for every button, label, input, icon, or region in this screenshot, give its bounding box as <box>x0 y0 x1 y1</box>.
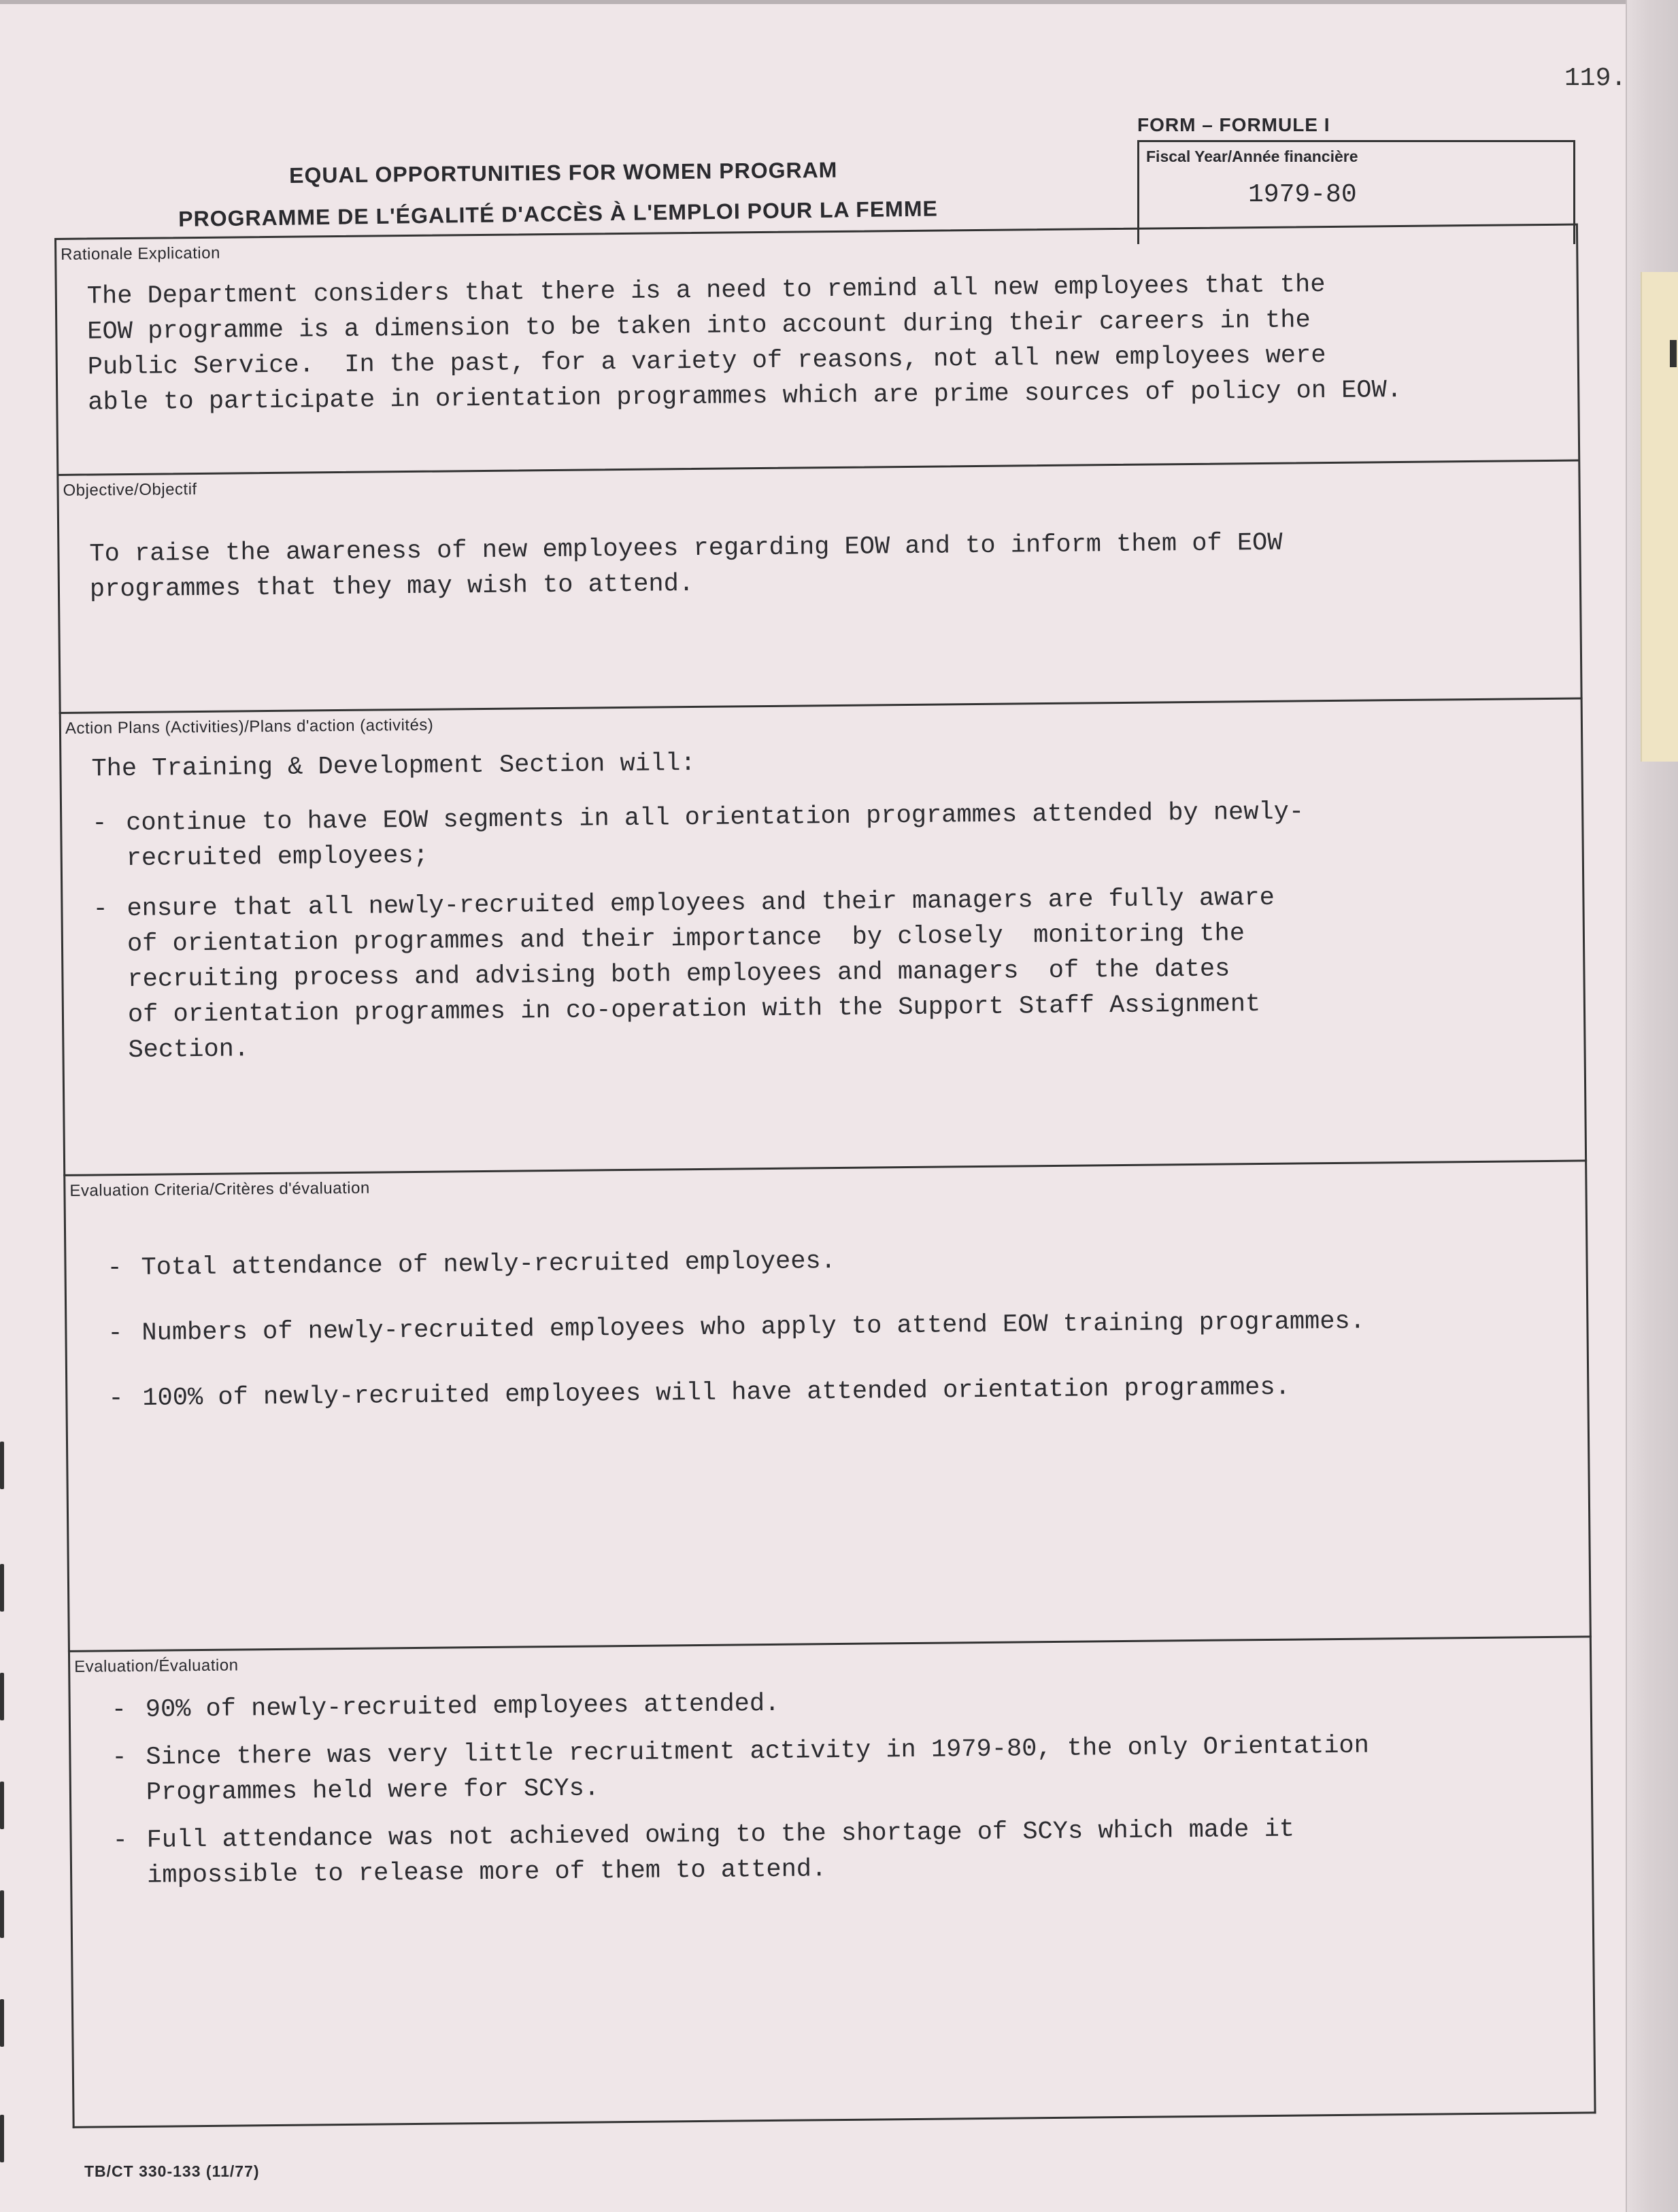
list-item: - Total attendance of newly-recruited employees. <box>107 1239 1364 1287</box>
evaluation-criteria-section <box>63 1161 1592 1652</box>
list-item: - continue to have EOW segments in all orientation programmes attended by newly- recruited employees; <box>92 794 1305 877</box>
evaluation-list <box>112 1681 1371 1894</box>
list-item: - ensure that all newly-recruited employees and their managers are fully aware of orientation programmes and their importance by closely monitoring the recruiting process and advising both employees and managers of the dates of orientation programmes in co-operation with the Support Staff Assignment Section. <box>93 880 1306 1068</box>
page-top-edge <box>0 0 1678 4</box>
index-tab-mark <box>1670 340 1677 367</box>
list-item: - 100% of newly-recruited employees will have attended orientation programmes. <box>108 1369 1366 1417</box>
form-code: TB/CT 330-133 (11/77) <box>84 2162 260 2180</box>
binding-hole <box>0 2115 4 2162</box>
action-plans-label: Action Plans (Activities)/Plans d'action (activités) <box>65 715 434 738</box>
form-body <box>54 223 1596 2148</box>
binding-hole <box>0 1999 4 2047</box>
action-plans-list <box>92 794 1307 1068</box>
program-title-en: EQUAL OPPORTUNITIES FOR WOMEN PROGRAM <box>289 157 838 188</box>
binding-hole <box>0 1890 4 1938</box>
binding-hole <box>0 1673 4 1720</box>
list-item: - Numbers of newly-recruited employees who apply to attend EOW training programmes. <box>107 1304 1365 1352</box>
evaluation-section <box>68 1637 1596 2128</box>
binding-holes <box>0 1442 7 2190</box>
page-number: 119. <box>1564 64 1627 93</box>
evaluation-label: Evaluation/Évaluation <box>74 1656 239 1676</box>
fiscal-year-value: 1979-80 <box>1248 180 1357 209</box>
action-plans-intro: The Training & Development Section will: <box>91 749 696 784</box>
program-title-fr: PROGRAMME DE L'ÉGALITÉ D'ACCÈS À L'EMPLOI POUR LA FEMME <box>178 196 939 231</box>
evaluation-criteria-label: Evaluation Criteria/Critères d'évaluation <box>69 1178 370 1200</box>
list-item: - Since there was very little recruitment activity in 1979-80, the only Orientation Programmes held were for SCYs. <box>112 1729 1369 1811</box>
evaluation-criteria-list <box>107 1239 1366 1417</box>
list-item: - 90% of newly-recruited employees attended. <box>112 1681 1369 1729</box>
objective-section <box>56 461 1582 713</box>
objective-label: Objective/Objectif <box>63 480 197 500</box>
rationale-label: Rationale Explication <box>61 243 220 264</box>
fiscal-year-label: Fiscal Year/Année financière <box>1146 148 1358 165</box>
binding-hole <box>0 1564 4 1612</box>
form-identifier: FORM – FORMULE I <box>1137 114 1330 135</box>
binding-hole <box>0 1782 4 1829</box>
binding-hole <box>0 1442 4 1489</box>
rationale-text: The Department considers that there is a need to remind all new employees that the EOW programme is a dimension to be taken into account during their careers in the Public Service. In the past, for a variety of reasons, not all new employees were able to participate in orientation programmes which are prime sources of policy on EOW. <box>86 271 1403 418</box>
objective-text: To raise the awareness of new employees regarding EOW and to inform them of EOW programmes that they may wish to attend. <box>89 528 1283 605</box>
rationale-section <box>54 223 1580 475</box>
action-plans-section <box>59 699 1587 1176</box>
list-item: - Full attendance was not achieved owing to the shortage of SCYs which made it impossible to release more of them to attend. <box>112 1811 1370 1894</box>
